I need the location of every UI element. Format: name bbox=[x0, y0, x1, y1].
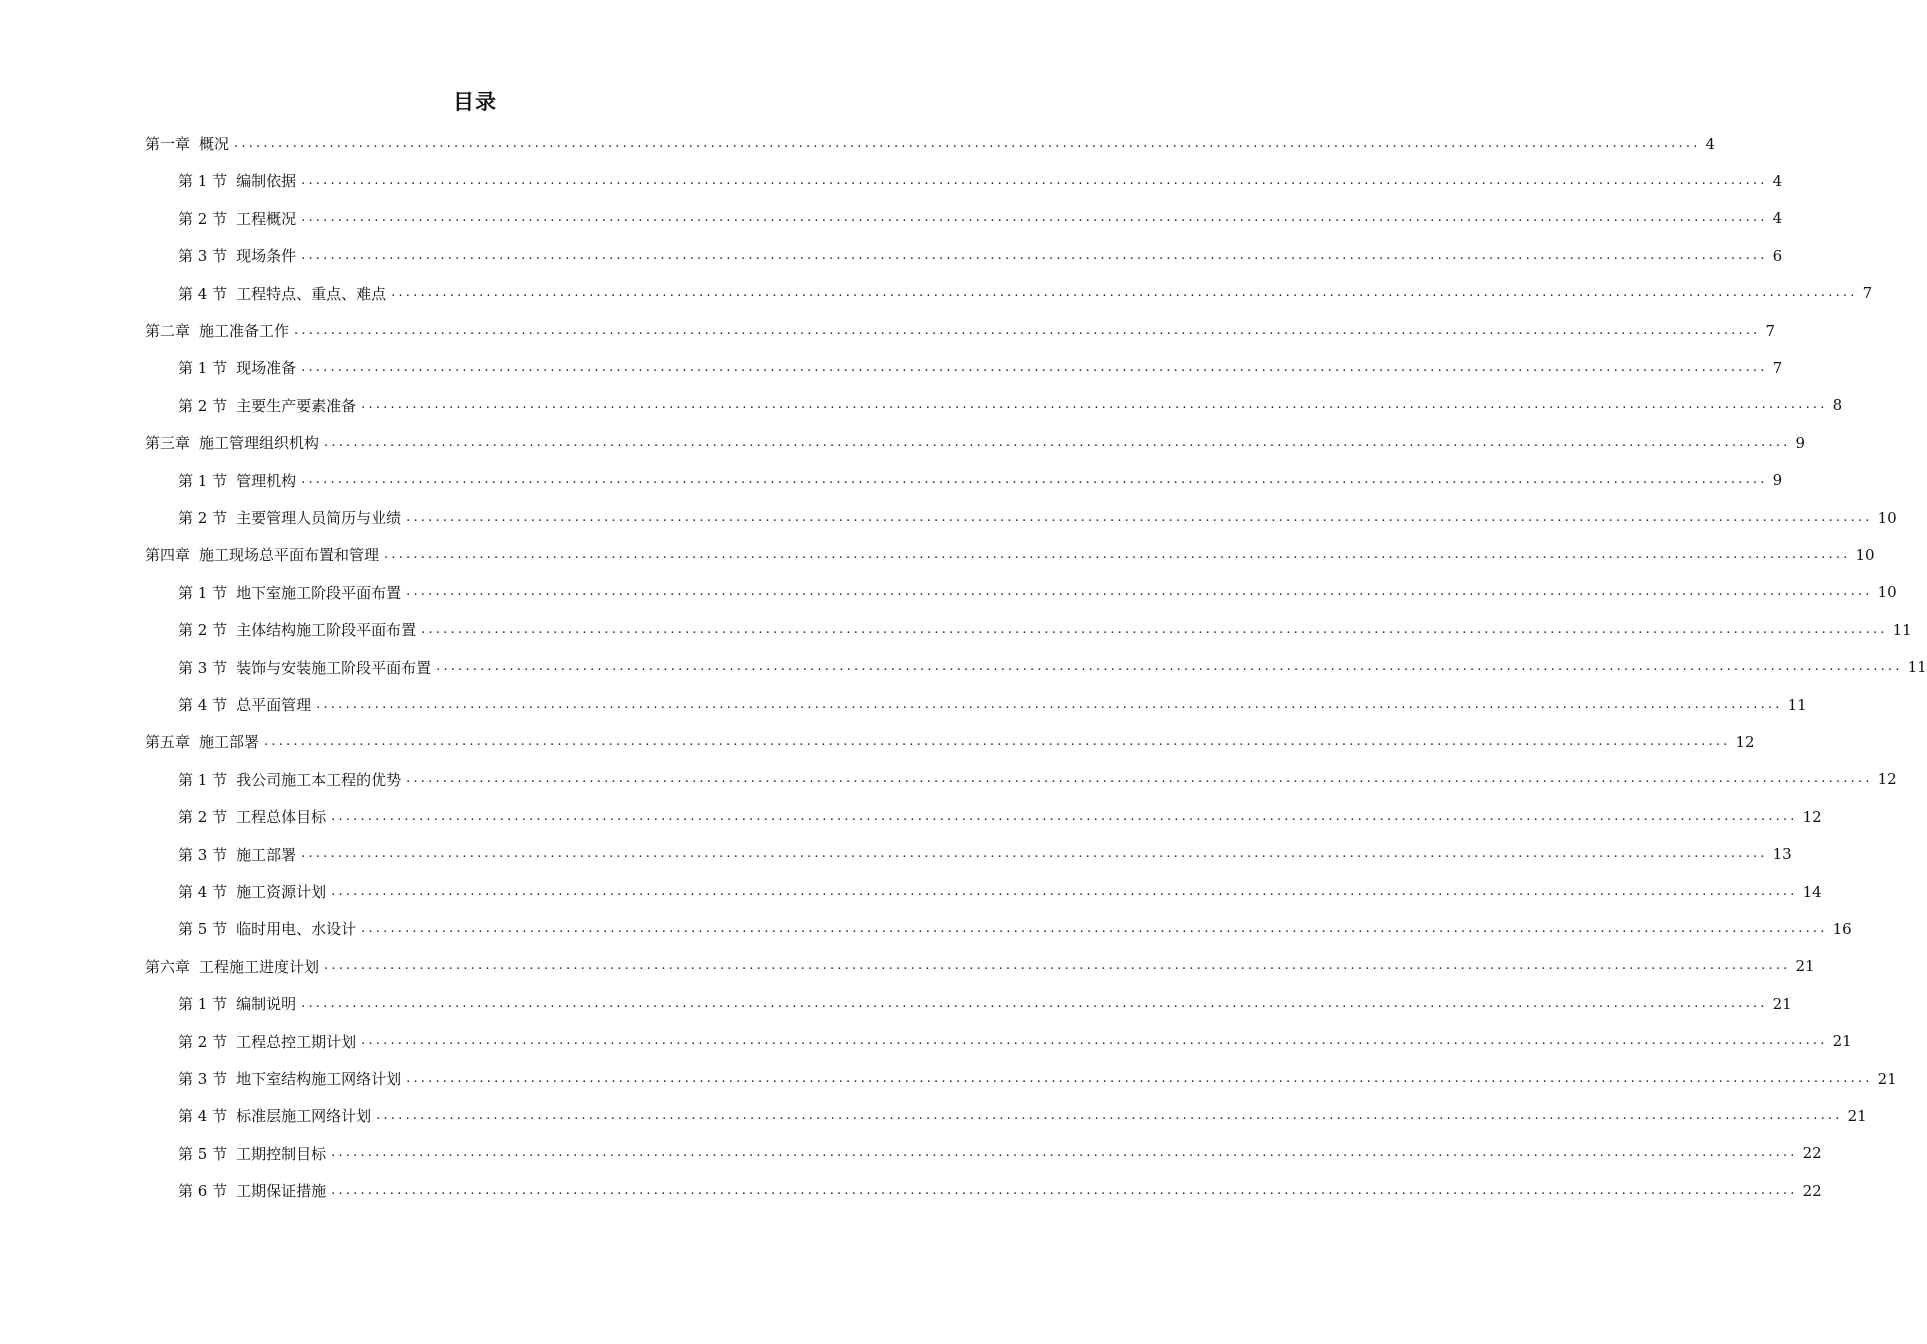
toc-entry-number: 第四章 bbox=[145, 546, 191, 565]
toc-dot-leader: ........................................................................................................................................................................................................ bbox=[331, 1145, 1798, 1161]
toc-entry-title: 施工管理组织机构 bbox=[199, 434, 320, 453]
toc-section-entry[interactable] bbox=[178, 1135, 1822, 1172]
toc-entry-title: 主体结构施工阶段平面布置 bbox=[236, 621, 417, 640]
toc-section-entry[interactable] bbox=[178, 349, 1783, 386]
toc-entry-number: 第 2 节 bbox=[178, 396, 228, 415]
toc-entry-number: 第二章 bbox=[145, 322, 191, 340]
toc-entry-number: 第 4 节 bbox=[178, 1107, 228, 1126]
toc-dot-leader: ........................................................................................................................................................................................................ bbox=[301, 247, 1768, 263]
toc-section-entry[interactable] bbox=[178, 836, 1792, 873]
toc-entry-page: 6 bbox=[1772, 246, 1783, 265]
toc-dot-leader: ........................................................................................................................................................................................................ bbox=[331, 1182, 1798, 1198]
toc-entry-number: 第 4 节 bbox=[178, 883, 228, 901]
toc-entry-number: 第 1 节 bbox=[178, 172, 228, 191]
toc-entry-title: 地下室施工阶段平面布置 bbox=[236, 583, 402, 602]
toc-entry-number: 第 2 节 bbox=[178, 509, 228, 527]
toc-entry-number: 第 4 节 bbox=[178, 284, 228, 303]
toc-entry-number: 第 3 节 bbox=[178, 845, 228, 864]
toc-entry-number: 第 3 节 bbox=[178, 1070, 228, 1088]
toc-section-entry[interactable] bbox=[178, 275, 1873, 312]
toc-entry-page: 22 bbox=[1802, 1144, 1822, 1163]
toc-entry-title: 现场条件 bbox=[236, 247, 297, 266]
toc-dot-leader: ........................................................................................................................................................................................................ bbox=[301, 846, 1768, 862]
toc-dot-leader: ........................................................................................................................................................................................................ bbox=[331, 808, 1798, 824]
toc-entry-page: 10 bbox=[1877, 583, 1897, 602]
toc-dot-leader: ........................................................................................................................................................................................................ bbox=[294, 322, 1761, 338]
toc-entry-number: 第 2 节 bbox=[178, 621, 228, 640]
toc-entry-title: 工期控制目标 bbox=[236, 1144, 327, 1163]
toc-section-entry[interactable] bbox=[178, 200, 1783, 237]
toc-entry-title: 工程总控工期计划 bbox=[236, 1032, 357, 1051]
toc-entry-number: 第 2 节 bbox=[178, 209, 228, 228]
toc-entry-title: 装饰与安装施工阶段平面布置 bbox=[236, 658, 432, 677]
toc-entry-number: 第 1 节 bbox=[178, 583, 228, 602]
toc-section-entry[interactable] bbox=[178, 499, 1897, 536]
toc-entry-number: 第 1 节 bbox=[178, 995, 228, 1014]
toc-entry-page: 21 bbox=[1795, 957, 1815, 976]
toc-section-entry[interactable] bbox=[178, 611, 1912, 648]
toc-dot-leader: ........................................................................................................................................................................................................ bbox=[421, 621, 1888, 637]
toc-entry-page: 21 bbox=[1877, 1069, 1897, 1088]
toc-entry-title: 施工现场总平面布置和管理 bbox=[199, 546, 380, 565]
toc-dot-leader: ........................................................................................................................................................................................................ bbox=[301, 172, 1768, 188]
toc-entry-page: 13 bbox=[1772, 845, 1792, 864]
toc-entry-title: 工程施工进度计划 bbox=[199, 957, 320, 976]
toc-entry-number: 第 1 节 bbox=[178, 471, 228, 490]
toc-section-entry[interactable] bbox=[178, 1023, 1852, 1060]
toc-entry-page: 21 bbox=[1772, 994, 1792, 1013]
toc-section-entry[interactable] bbox=[178, 1172, 1822, 1209]
toc-entry-number: 第 6 节 bbox=[178, 1182, 228, 1201]
toc-entry-number: 第 1 节 bbox=[178, 359, 228, 378]
toc-entry-title: 概况 bbox=[199, 135, 230, 153]
toc-dot-leader: ........................................................................................................................................................................................................ bbox=[301, 995, 1768, 1011]
toc-dot-leader: ........................................................................................................................................................................................................ bbox=[406, 1070, 1873, 1086]
toc-entry-page: 21 bbox=[1847, 1106, 1867, 1125]
toc-entry-page: 7 bbox=[1765, 321, 1776, 340]
toc-entry-page: 4 bbox=[1705, 134, 1716, 153]
toc-chapter-entry[interactable] bbox=[145, 723, 1755, 760]
toc-entry-title: 工程总体目标 bbox=[236, 808, 327, 827]
toc-dot-leader: ........................................................................................................................................................................................................ bbox=[436, 659, 1903, 675]
toc-entry-title: 标准层施工网络计划 bbox=[236, 1107, 372, 1126]
toc-entry-page: 8 bbox=[1832, 396, 1843, 415]
toc-entry-number: 第 2 节 bbox=[178, 808, 228, 827]
toc-entry-number: 第 4 节 bbox=[178, 696, 228, 714]
toc-dot-leader: ........................................................................................................................................................................................................ bbox=[406, 584, 1873, 600]
toc-entry-page: 11 bbox=[1892, 620, 1912, 639]
toc-entry-page: 9 bbox=[1772, 471, 1783, 490]
toc-entry-number: 第 3 节 bbox=[178, 247, 228, 266]
toc-entry-number: 第五章 bbox=[145, 733, 191, 752]
toc-entry-page: 10 bbox=[1877, 508, 1897, 527]
toc-entry-title: 工程概况 bbox=[236, 209, 297, 228]
toc-entry-title: 编制依据 bbox=[236, 172, 297, 191]
toc-entry-title: 总平面管理 bbox=[236, 696, 312, 714]
toc-entry-number: 第三章 bbox=[145, 434, 191, 453]
toc-entry-number: 第 5 节 bbox=[178, 1144, 228, 1163]
toc-section-entry[interactable] bbox=[178, 985, 1792, 1022]
toc-section-entry[interactable] bbox=[178, 237, 1783, 274]
toc-entry-page: 12 bbox=[1802, 807, 1822, 826]
toc-dot-leader: ........................................................................................................................................................................................................ bbox=[301, 210, 1768, 226]
toc-entry-title: 主要生产要素准备 bbox=[236, 396, 357, 415]
toc-dot-leader: ........................................................................................................................................................................................................ bbox=[301, 359, 1768, 375]
toc-entry-title: 管理机构 bbox=[236, 471, 297, 490]
toc-section-entry[interactable] bbox=[178, 162, 1783, 199]
toc-section-entry[interactable] bbox=[178, 761, 1897, 798]
toc-section-entry[interactable] bbox=[178, 798, 1822, 835]
toc-chapter-entry[interactable] bbox=[145, 948, 1815, 985]
toc-entry-page: 16 bbox=[1832, 919, 1852, 938]
toc-entry-title: 现场准备 bbox=[236, 359, 297, 378]
toc-entry-page: 7 bbox=[1862, 284, 1873, 303]
toc-dot-leader: ........................................................................................................................................................................................................ bbox=[264, 733, 1731, 749]
toc-entry-page: 9 bbox=[1795, 433, 1806, 452]
toc-entry-title: 地下室结构施工网络计划 bbox=[236, 1070, 402, 1088]
toc-entry-title: 工程特点、重点、难点 bbox=[236, 284, 387, 303]
toc-dot-leader: ........................................................................................................................................................................................................ bbox=[234, 135, 1701, 151]
toc-entry-page: 11 bbox=[1907, 658, 1927, 677]
toc-title: 目录 bbox=[453, 90, 497, 114]
toc-entry-page: 12 bbox=[1735, 732, 1755, 751]
toc-entry-number: 第一章 bbox=[145, 135, 191, 153]
toc-entry-page: 4 bbox=[1772, 209, 1783, 228]
toc-section-entry[interactable] bbox=[178, 1060, 1897, 1097]
toc-section-entry[interactable] bbox=[178, 574, 1897, 611]
toc-entry-page: 10 bbox=[1855, 545, 1875, 564]
toc-dot-leader: ........................................................................................................................................................................................................ bbox=[324, 434, 1791, 450]
toc-entry-title: 施工部署 bbox=[199, 733, 260, 752]
toc-dot-leader: ........................................................................................................................................................................................................ bbox=[376, 1107, 1843, 1123]
toc-entry-page: 12 bbox=[1877, 770, 1897, 789]
toc-dot-leader: ........................................................................................................................................................................................................ bbox=[316, 696, 1783, 712]
toc-entry-page: 4 bbox=[1772, 171, 1783, 190]
toc-section-entry[interactable] bbox=[178, 649, 1927, 686]
toc-entry-title: 施工准备工作 bbox=[199, 322, 290, 340]
toc-entry-number: 第 2 节 bbox=[178, 1032, 228, 1051]
toc-entry-number: 第 5 节 bbox=[178, 920, 228, 939]
toc-entry-title: 施工资源计划 bbox=[236, 883, 327, 901]
toc-section-entry[interactable] bbox=[178, 910, 1852, 947]
toc-chapter-entry[interactable] bbox=[145, 312, 1776, 349]
toc-dot-leader: ........................................................................................................................................................................................................ bbox=[406, 509, 1873, 525]
toc-dot-leader: ........................................................................................................................................................................................................ bbox=[324, 958, 1791, 974]
toc-entry-title: 临时用电、水设计 bbox=[236, 920, 357, 939]
toc-entry-number: 第六章 bbox=[145, 957, 191, 976]
toc-entry-number: 第 3 节 bbox=[178, 658, 228, 677]
toc-dot-leader: ........................................................................................................................................................................................................ bbox=[391, 285, 1858, 301]
toc-dot-leader: ........................................................................................................................................................................................................ bbox=[331, 883, 1798, 899]
toc-section-entry[interactable] bbox=[178, 462, 1783, 499]
toc-dot-leader: ........................................................................................................................................................................................................ bbox=[406, 771, 1873, 787]
toc-entry-page: 22 bbox=[1802, 1181, 1822, 1200]
toc-dot-leader: ........................................................................................................................................................................................................ bbox=[361, 920, 1828, 936]
toc-entry-page: 11 bbox=[1787, 695, 1807, 714]
toc-dot-leader: ........................................................................................................................................................................................................ bbox=[361, 397, 1828, 413]
toc-entry-number: 第 1 节 bbox=[178, 770, 228, 789]
toc-chapter-entry[interactable] bbox=[145, 536, 1875, 573]
toc-dot-leader: ........................................................................................................................................................................................................ bbox=[361, 1033, 1828, 1049]
toc-entry-page: 7 bbox=[1772, 358, 1783, 377]
toc-entry-title: 编制说明 bbox=[236, 995, 297, 1014]
toc-chapter-entry[interactable] bbox=[145, 125, 1716, 162]
toc-section-entry[interactable] bbox=[178, 387, 1843, 424]
toc-entry-page: 14 bbox=[1802, 882, 1822, 901]
toc-section-entry[interactable] bbox=[178, 686, 1807, 723]
toc-entry-page: 21 bbox=[1832, 1032, 1852, 1051]
toc-dot-leader: ........................................................................................................................................................................................................ bbox=[301, 472, 1768, 488]
toc-section-entry[interactable] bbox=[178, 873, 1822, 910]
toc-section-entry[interactable] bbox=[178, 1097, 1867, 1134]
toc-entry-title: 我公司施工本工程的优势 bbox=[236, 770, 402, 789]
toc-entry-title: 施工部署 bbox=[236, 845, 297, 864]
toc-entry-title: 主要管理人员简历与业绩 bbox=[236, 509, 402, 527]
toc-dot-leader: ........................................................................................................................................................................................................ bbox=[384, 546, 1851, 562]
toc-entry-title: 工期保证措施 bbox=[236, 1182, 327, 1201]
toc-chapter-entry[interactable] bbox=[145, 424, 1806, 461]
